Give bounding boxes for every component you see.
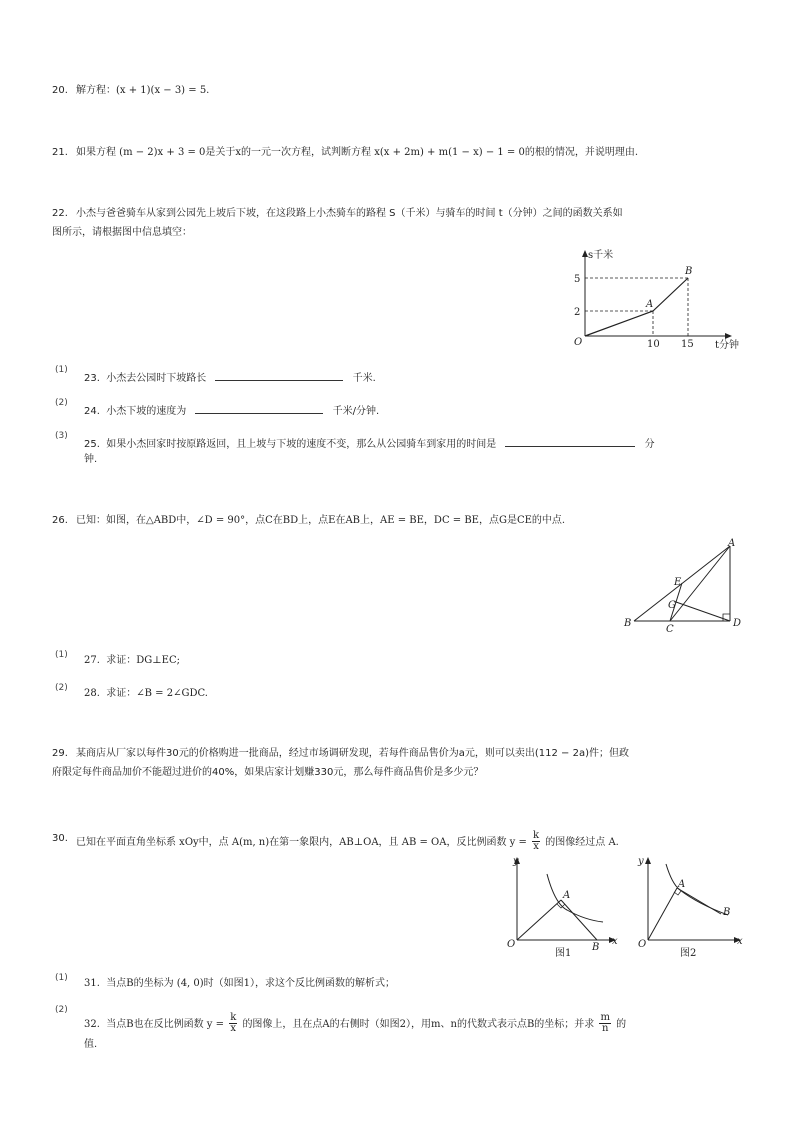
q26-number: 26. — [52, 515, 68, 526]
q25-answer-blank[interactable] — [505, 436, 635, 447]
q28-number: 28. — [84, 688, 100, 699]
q30-text-pre: 已知在平面直角坐标系 xOy中，点 A(m, n)在第一象限内，AB⊥OA，且 AB = OA，反比例函数 y = — [76, 837, 527, 848]
q31-text: 当点B的坐标为 (4, 0)时（如图1），求这个反比例函数的解析式； — [106, 978, 396, 989]
graph-point-a: A — [646, 299, 654, 310]
q28-text: 求证：∠B = 2∠GDC. — [106, 688, 208, 699]
q29-text-line1: 某商店从厂家以每件30元的价格购进一批商品，经过市场调研发现，若每件商品售价为a元，则可以卖出(112 − 2a)件；但政 — [76, 748, 629, 759]
fig2-label-x: x — [737, 936, 743, 947]
fig1-label-a: A — [563, 890, 571, 901]
q32-number: 32. — [84, 1019, 100, 1030]
graph-ytick-2: 2 — [574, 307, 581, 318]
fig1-label-o: O — [507, 939, 516, 950]
graph-xtick-15: 15 — [681, 339, 694, 350]
q30-text-post: 的图像经过点 A. — [545, 837, 619, 848]
fig1-label-y: y — [513, 856, 519, 867]
fig2-label-o: O — [638, 939, 647, 950]
q30-number: 30. — [52, 833, 68, 844]
fig26-label-g: G — [668, 600, 676, 611]
q32-frac2-den: n — [602, 1023, 609, 1034]
q29-number: 29. — [52, 748, 68, 759]
q21-text: 如果方程 (m − 2)x + 3 = 0是关于x的一元一次方程，试判断方程 x(x + 2m) + m(1 − x) − 1 = 0的根的情况，并说明理由. — [76, 147, 639, 158]
fig2-label-a: A — [678, 879, 686, 890]
q30-frac-den: x — [533, 841, 539, 852]
q25-text: 如果小杰回家时按原路返回，且上坡与下坡的速度不变，那么从公园骑车到家用的时间是 — [106, 439, 497, 450]
q20-text: 解方程：(x + 1)(x − 3) = 5. — [76, 85, 210, 96]
q21-number: 21. — [52, 147, 68, 158]
distance-time-graph — [560, 244, 775, 354]
fig1-label-x: x — [612, 936, 618, 947]
q32-fraction-k-x — [229, 1013, 237, 1034]
q20-number: 20. — [52, 85, 68, 96]
q32-index: (2) — [55, 1005, 68, 1015]
q32-line — [84, 1014, 626, 1035]
q24-text: 小杰下坡的速度为 — [106, 406, 187, 417]
graph-xlabel: t分钟 — [715, 340, 740, 351]
fig26-label-d: D — [733, 618, 742, 629]
q28-index: (2) — [55, 683, 68, 693]
q31-line — [84, 977, 395, 991]
q27-line — [84, 654, 180, 668]
q32-text-line2: 值. — [84, 1039, 98, 1050]
q25-number: 25. — [84, 439, 100, 450]
q23-text: 小杰去公园时下坡路长 — [106, 373, 207, 384]
fig1-label-b: B — [592, 942, 600, 953]
fig2-label-y: y — [638, 856, 644, 867]
graph-xtick-10: 10 — [647, 339, 660, 350]
q24-unit: 千米/分钟. — [332, 406, 380, 417]
q25-unit-cont: 钟. — [84, 454, 98, 465]
q27-text: 求证：DG⊥EC; — [106, 655, 180, 666]
q23-line — [84, 370, 376, 386]
q25-index: (3) — [55, 431, 68, 441]
q23-answer-blank[interactable] — [215, 370, 343, 381]
q27-number: 27. — [84, 655, 100, 666]
q29-text-line2: 府限定每件商品加价不能超过进价的40%，如果店家计划赚330元，那么每件商品售价是多少元？ — [52, 767, 484, 778]
q25-line — [84, 436, 655, 452]
q28-line — [84, 687, 208, 701]
q24-answer-blank[interactable] — [195, 403, 323, 414]
q31-number: 31. — [84, 978, 100, 989]
q24-number: 24. — [84, 406, 100, 417]
triangle-abd-figure — [620, 536, 750, 636]
graph-ylabel: s千米 — [588, 250, 614, 261]
q25-unit: 分 — [644, 439, 655, 450]
q30-figure-1 — [505, 852, 625, 962]
q22-text-line2: 图所示，请根据图中信息填空： — [52, 227, 192, 238]
graph-ytick-5: 5 — [574, 274, 581, 285]
q30-fraction — [532, 831, 540, 852]
q23-index: (1) — [55, 365, 68, 375]
graph-point-b: B — [685, 266, 693, 277]
q23-number: 23. — [84, 373, 100, 384]
q22-text-line1: 小杰与爸爸骑车从家到公园先上坡后下坡，在这段路上小杰骑车的路程 S（千米）与骑车的时间 t（分钟）之间的函数关系如 — [76, 208, 623, 219]
q32-frac-den: x — [230, 1023, 237, 1034]
fig2-caption: 图2 — [680, 948, 697, 959]
fig26-label-e: E — [674, 577, 682, 588]
q24-line — [84, 403, 379, 419]
q32-fraction-m-n — [599, 1013, 610, 1034]
graph-origin: O — [574, 337, 583, 348]
q30-figure-2 — [636, 852, 751, 962]
q31-index: (1) — [55, 973, 68, 983]
q30-frac-num: k — [533, 830, 540, 841]
fig26-label-b: B — [624, 618, 632, 629]
q30-line — [76, 832, 619, 853]
fig1-caption: 图1 — [555, 948, 572, 959]
q26-text: 已知：如图，在△ABD中，∠D = 90°，点C在BD上，点E在AB上，AE = BE，DC = BE，点G是CE的中点. — [76, 515, 566, 526]
fig2-label-b: B — [723, 907, 731, 918]
q32-text-pre: 当点B也在反比例函数 y = — [106, 1019, 224, 1030]
fig26-label-a: A — [728, 538, 736, 549]
q22-number: 22. — [52, 208, 68, 219]
q32-text-post: 的 — [616, 1019, 627, 1030]
q32-frac2-num: m — [600, 1012, 610, 1023]
q23-unit: 千米. — [352, 373, 376, 384]
q32-frac-num: k — [230, 1012, 237, 1023]
q32-text-mid: 的图像上，且在点A的右侧时（如图2），用m、n的代数式表示点B的坐标；并求 — [242, 1019, 595, 1030]
q24-index: (2) — [55, 398, 68, 408]
q27-index: (1) — [55, 650, 68, 660]
fig26-label-c: C — [666, 624, 674, 635]
